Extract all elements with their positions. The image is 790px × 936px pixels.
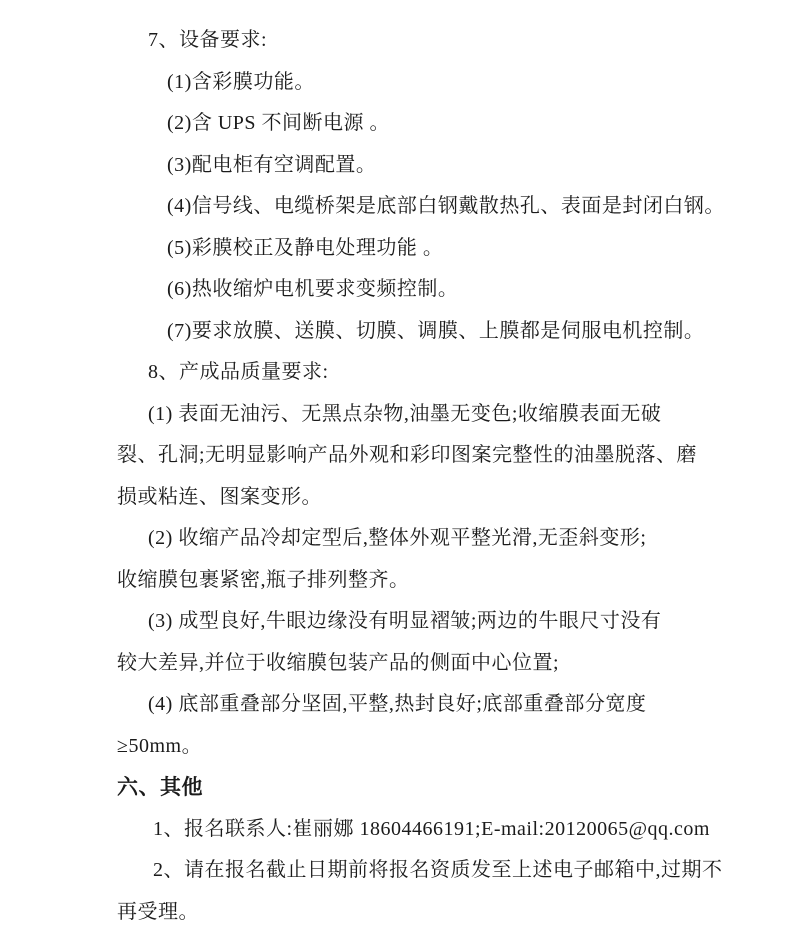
- contact-line: 1、报名联系人:崔丽娜 18604466191;E-mail:20120065@qq.com: [153, 817, 710, 840]
- quality-para-1-line-2: 裂、孔洞;无明显影响产品外观和彩印图案完整性的油墨脱落、磨: [117, 444, 698, 466]
- section-6-heading: 六、其他: [117, 775, 203, 799]
- equipment-item-1: (1)含彩膜功能。: [167, 70, 315, 93]
- deadline-line-1: 2、请在报名截止日期前将报名资质发至上述电子邮箱中,过期不: [153, 859, 723, 881]
- quality-para-3-line-1: (3) 成型良好,牛眼边缘没有明显褶皱;两边的牛眼尺寸没有: [148, 610, 662, 632]
- section-7-heading: 7、设备要求:: [148, 29, 268, 51]
- quality-para-4-line-2: ≥50mm。: [117, 734, 203, 757]
- quality-para-2-line-1: (2) 收缩产品冷却定型后,整体外观平整光滑,无歪斜变形;: [148, 527, 647, 549]
- deadline-line-2: 再受理。: [117, 900, 199, 923]
- quality-para-4-line-1: (4) 底部重叠部分坚固,平整,热封良好;底部重叠部分宽度: [148, 693, 647, 715]
- quality-para-1-line-1: (1) 表面无油污、无黑点杂物,油墨无变色;收缩膜表面无破: [148, 402, 662, 425]
- quality-para-2-line-2: 收缩膜包裹紧密,瓶子排列整齐。: [117, 568, 410, 591]
- equipment-item-3: (3)配电柜有空调配置。: [167, 153, 377, 176]
- equipment-item-5: (5)彩膜校正及静电处理功能 。: [167, 236, 444, 259]
- equipment-item-4: (4)信号线、电缆桥架是底部白钢戴散热孔、表面是封闭白钢。: [167, 195, 725, 217]
- document-body: [117, 20, 750, 933]
- quality-para-3-line-2: 较大差异,并位于收缩膜包装产品的侧面中心位置;: [117, 651, 560, 674]
- quality-para-1-line-3: 损或粘连、图案变形。: [117, 485, 322, 508]
- equipment-item-7: (7)要求放膜、送膜、切膜、调膜、上膜都是伺服电机控制。: [167, 319, 705, 342]
- section-8-heading: 8、产成品质量要求:: [148, 361, 329, 383]
- equipment-item-6: (6)热收缩炉电机要求变频控制。: [167, 278, 459, 300]
- equipment-item-2: (2)含 UPS 不间断电源 。: [167, 112, 391, 134]
